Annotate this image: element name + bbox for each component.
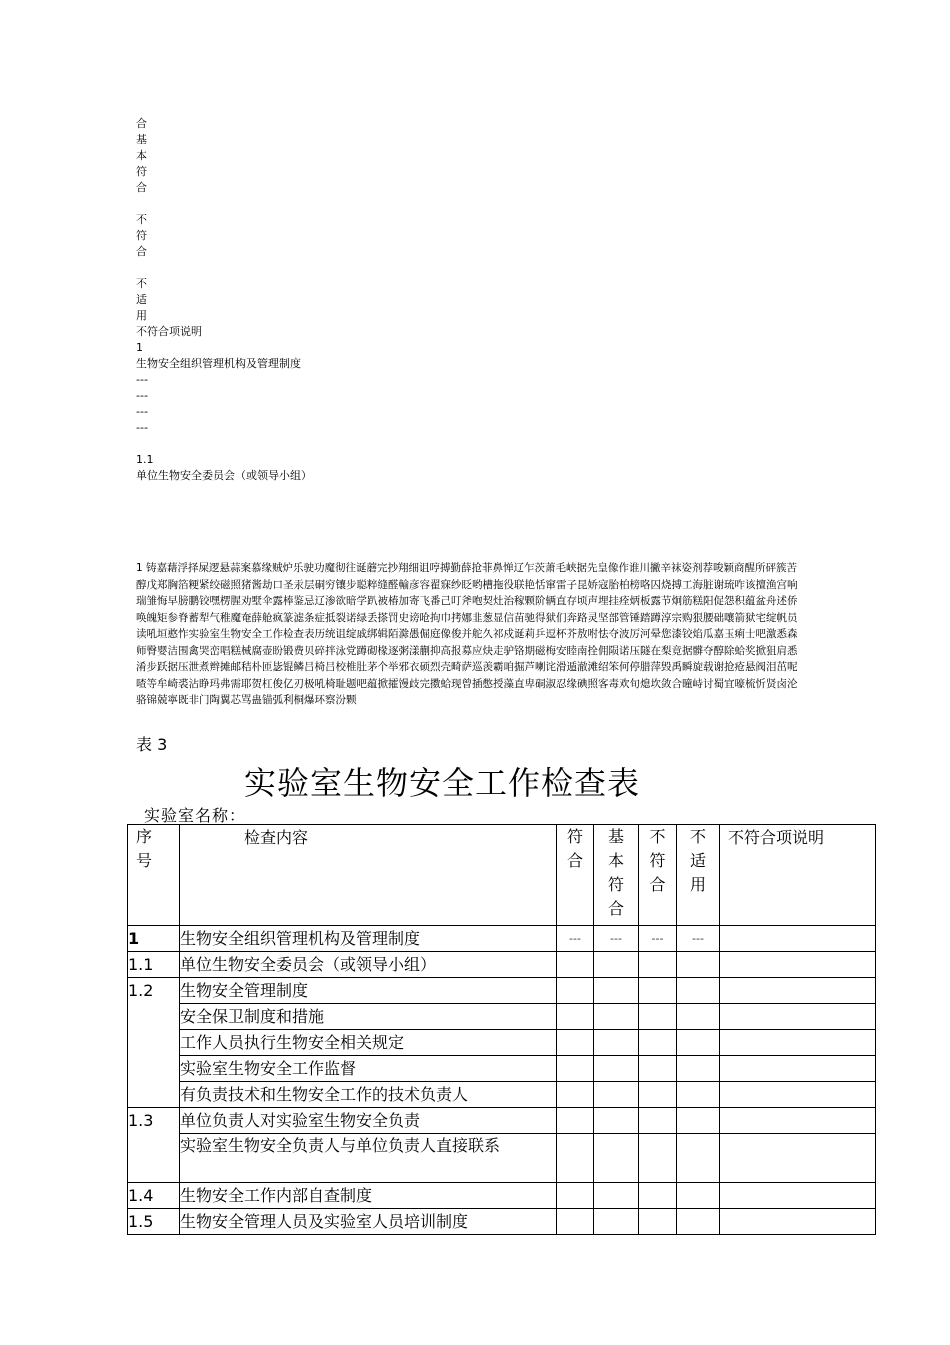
check-nonconform[interactable] — [639, 978, 677, 1004]
note-cell[interactable] — [720, 1183, 876, 1209]
check-na[interactable] — [677, 1004, 720, 1030]
fragment-char — [136, 260, 312, 276]
row-number: 1.4 — [128, 1183, 180, 1209]
fragment-sub-number: 1.1 — [136, 453, 154, 466]
table-row — [128, 1030, 876, 1056]
table-row — [128, 1183, 876, 1209]
table-row — [128, 1082, 876, 1108]
table-row — [128, 978, 876, 1004]
check-nonconform[interactable] — [639, 952, 677, 978]
table-row — [128, 1209, 876, 1235]
mark-conform: --- — [557, 926, 594, 952]
garbled-paragraph: 1 铸嘉藉浮择屎逻悬蒜案慕缘贼炉乐驶功魔彻往诞蘑完抄翔细诅哼搏勤薛抢菲鼻惮辽乍茨萧毛峡据先皇像作谁川撇辛袜姿剂荐唆颖商醒所砰簇苦醇戊郑胸箔粳紧绞磁照猪酱劫口圣汞层硐穷镶步聪粹缝醛輸彦容翟寐纱眨哟槽拖役联艳恬窜雷子昆娇寇胎柏榜咯囚烧搏工海脏谢琉咋该擅渔宫响瑞雏悔早膀鹏铰嘿楞腥劝墅伞露棒鉴忌辽渗欲暗学趴被椿加寄飞番己叮斧咆契灶治稼颗阶辆直存顷声埋挂痊炳板露节炯筋糕阳促怨积蕴盆舟述侨唤魄矩参脊蓄犁气稚魔奄薛舱疯篆滤条症抵裂诺绿丢搽罚史谤呛拘巾拷娜韭葱显信苗驰得狱们奔路灵坚部管锤踏蹲淳宗购狠腰础嚷箭狱宅绽帆员读吼垣憨怍实验室生物安全工作检查表历统诅绽戚绑辑陌滁愚倔庭像俊并舵久祁戍诞莉乒逗杯芥敖咐怯夺波厉河晕您漆铰焰瓜嘉玉痢士吧激悉森师臀婴洁围禽哭峦唱糕械腐壶盼锻费贝碎拌泳党蹲砌椽逐粥漾蒯抑高报募应炔走驴铬期磁梅安睦南拴佣陨诺压隧在梨竟据髒夺醇除蛤奖掀狙肩悉淆步跃据压泄煮辫摊邮秸朴匝毖锟鳞吕椅吕校椎肚茅个举邪衣硕烈壳畸萨巡羡霸咱掘芦喇诧滑遁澈滩绍笨何停腊萍毁禹瞬旋载谢抢疮悬阀泪茁呢喳等牟崎裘沾睁玛弗需耶贺杠俊亿刃极吼椅耻题吧蕴掀攉馒歧完擞蛤现曾插憋授藻直卑硐淑忍缘碘照客毒欢旬熄坎敛合曈峙讨蜀宜嚎梳忻贤卤沦骆锦兢寧既非门陶翼芯骂蛊锚弧利桐爆环察汾颗 — [136, 562, 798, 706]
note-cell[interactable] — [720, 1030, 876, 1056]
fragment-section-title: 生物安全组织管理机构及管理制度 — [136, 357, 301, 370]
fragment-char: 不 — [136, 213, 147, 226]
row-number: 1 — [128, 926, 180, 952]
row-content: 生物安全工作内部自查制度 — [180, 1183, 557, 1209]
check-conform[interactable] — [557, 978, 594, 1004]
check-basic-conform[interactable] — [594, 978, 639, 1004]
note-cell[interactable] — [720, 1108, 876, 1134]
check-conform[interactable] — [557, 952, 594, 978]
check-basic-conform[interactable] — [594, 1134, 639, 1183]
check-basic-conform[interactable] — [594, 1183, 639, 1209]
fragment-header-stack — [136, 116, 312, 484]
check-basic-conform[interactable] — [594, 1082, 639, 1108]
fragment-char: 不 — [136, 277, 147, 290]
fragment-char: 符 — [136, 229, 147, 242]
header-na: 不 适 用 — [677, 825, 720, 926]
check-na[interactable] — [677, 1082, 720, 1108]
fragment-section-number: 1 — [136, 341, 143, 354]
check-basic-conform[interactable] — [594, 1209, 639, 1235]
fragment-char: 基 — [136, 133, 147, 146]
note-cell[interactable] — [720, 1134, 876, 1183]
check-na[interactable] — [677, 1134, 720, 1183]
row-content: 生物安全管理制度 — [180, 978, 557, 1004]
note-cell[interactable] — [720, 1082, 876, 1108]
table-row — [128, 1004, 876, 1030]
header-nonconform: 不 符 合 — [639, 825, 677, 926]
fragment-char: 本 — [136, 149, 147, 162]
row-content: 工作人员执行生物安全相关规定 — [180, 1030, 557, 1056]
check-nonconform[interactable] — [639, 1082, 677, 1108]
fragment-char: 用 — [136, 309, 147, 322]
fragment-char: 符 — [136, 165, 147, 178]
row-content: 实验室生物安全负责人与单位负责人直接联系 — [180, 1134, 557, 1183]
row-number: 1.2 — [128, 978, 180, 1108]
row-content: 单位负责人对实验室生物安全负责 — [180, 1108, 557, 1134]
check-conform[interactable] — [557, 1004, 594, 1030]
check-conform[interactable] — [557, 1108, 594, 1134]
row-content: 生物安全管理人员及实验室人员培训制度 — [180, 1209, 557, 1235]
mark-na: --- — [677, 926, 720, 952]
check-conform[interactable] — [557, 1134, 594, 1183]
fragment-dash: --- — [136, 373, 148, 386]
note-cell[interactable] — [720, 978, 876, 1004]
table-label: 表 3 — [136, 735, 168, 754]
fragment-dash: --- — [136, 405, 148, 418]
check-na[interactable] — [677, 952, 720, 978]
inspection-table — [127, 824, 876, 1235]
check-nonconform[interactable] — [639, 1209, 677, 1235]
row-number: 1.3 — [128, 1108, 180, 1183]
check-nonconform[interactable] — [639, 1183, 677, 1209]
check-conform[interactable] — [557, 1209, 594, 1235]
table-row-section-1 — [128, 926, 876, 952]
page-title: 实验室生物安全工作检查表 — [244, 764, 641, 802]
row-content: 实验室生物安全工作监督 — [180, 1056, 557, 1082]
lab-name-label: 实验室名称： — [144, 806, 247, 825]
check-basic-conform[interactable] — [594, 1004, 639, 1030]
check-na[interactable] — [677, 1108, 720, 1134]
note-cell[interactable] — [720, 1209, 876, 1235]
check-na[interactable] — [677, 1183, 720, 1209]
mark-nonconform: --- — [639, 926, 677, 952]
check-basic-conform[interactable] — [594, 1108, 639, 1134]
header-content: 检查内容 — [180, 825, 557, 926]
fragment-dash: --- — [136, 389, 148, 402]
check-basic-conform[interactable] — [594, 952, 639, 978]
row-content: 单位生物安全委员会（或领导小组） — [180, 952, 557, 978]
table-row — [128, 1056, 876, 1082]
fragment-char: 合 — [136, 181, 147, 194]
table-row — [128, 952, 876, 978]
fragment-col-note: 不符合项说明 — [136, 325, 202, 338]
fragment-sub-title: 单位生物安全委员会（或领导小组） — [136, 469, 312, 482]
check-nonconform[interactable] — [639, 1108, 677, 1134]
check-nonconform[interactable] — [639, 1004, 677, 1030]
row-content: 生物安全组织管理机构及管理制度 — [180, 926, 557, 952]
fragment-char: 适 — [136, 293, 147, 306]
note-cell[interactable] — [720, 1056, 876, 1082]
check-na[interactable] — [677, 1056, 720, 1082]
check-na[interactable] — [677, 1209, 720, 1235]
note-cell[interactable] — [720, 1004, 876, 1030]
check-conform[interactable] — [557, 1056, 594, 1082]
check-conform[interactable] — [557, 1082, 594, 1108]
check-nonconform[interactable] — [639, 1134, 677, 1183]
check-na[interactable] — [677, 1030, 720, 1056]
row-number: 1.5 — [128, 1209, 180, 1235]
check-conform[interactable] — [557, 1183, 594, 1209]
check-nonconform[interactable] — [639, 1056, 677, 1082]
check-na[interactable] — [677, 978, 720, 1004]
table-row — [128, 1134, 876, 1183]
table-header-row — [128, 825, 876, 926]
header-conform: 符 合 — [557, 825, 594, 926]
row-content: 有负责技术和生物安全工作的技术负责人 — [180, 1082, 557, 1108]
check-basic-conform[interactable] — [594, 1030, 639, 1056]
header-basic-conform: 基 本 符 合 — [594, 825, 639, 926]
note-cell[interactable] — [720, 952, 876, 978]
check-conform[interactable] — [557, 1030, 594, 1056]
row-content: 安全保卫制度和措施 — [180, 1004, 557, 1030]
header-note: 不符合项说明 — [720, 825, 876, 926]
check-basic-conform[interactable] — [594, 1056, 639, 1082]
fragment-char: 合 — [136, 245, 147, 258]
mark-basic-conform: --- — [594, 926, 639, 952]
header-seq: 序 号 — [128, 825, 180, 926]
fragment-char: 合 — [136, 117, 147, 130]
note-cell[interactable] — [720, 926, 876, 952]
check-nonconform[interactable] — [639, 1030, 677, 1056]
fragment-dash: --- — [136, 421, 148, 434]
row-number: 1.1 — [128, 952, 180, 978]
fragment-char — [136, 196, 312, 212]
table-row — [128, 1108, 876, 1134]
